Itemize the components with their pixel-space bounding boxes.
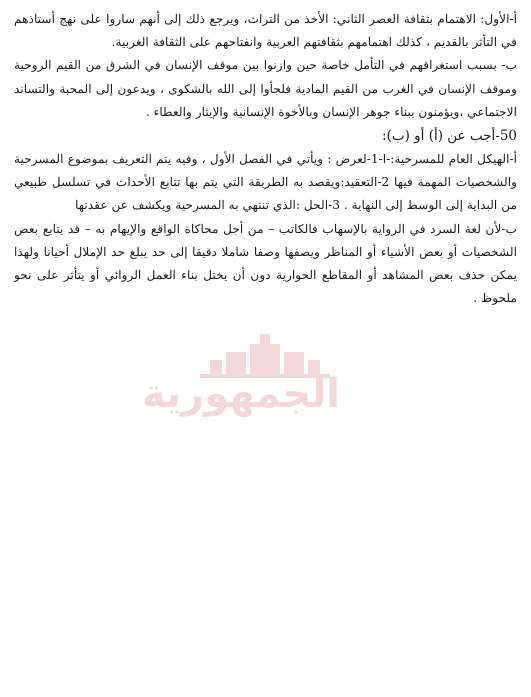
document-page [14,8,517,310]
answer-option-a: أ-الهيكل العام للمسرحية:-ا-1-لعرض : ويأتي في الفصل الأول ، وفيه يتم التعريف بموضوع المسرحية والشخصيات المهمة فيها 2-التعقيد:ويقصد به الطريقة التي يتم بها تتابع الأحداث في تسلسل طبيعي من البداية إلى الوسط إلى النهاية . 3-الحل :الذي تنتهي به المسرحية ويكشف عن عقدتها [14,152,517,213]
question-heading: 50-أجب عن (أ) أو (ب): [382,128,517,145]
answer-option-b: ب-لأن لغة السرد في الرواية بالإسهاب فالكاتب – من أجل محاكاة الواقع والإيهام به – قد يتابع بعض الشخصيات أو بعض الأشياء أو المناظر ويصفها وصفا شاملا دقيقا إلى حد يبلغ حد الإملال أحيانا ولهذا يمكن حذف بعض المشاهد أو المقاطع الحوارية دون أن يختل بناء العمل الروائي أو يتأثر على نحو ملحوظ . [14,221,517,306]
watermark-logo-text: الجمهورية [141,371,340,417]
building-icon [190,330,340,380]
answer-paragraph-2: ب- بسبب استغراقهم في التأمل خاصة حين وازنوا بين موقف الإنسان في الشرق من القيم الروحية وموقف الإنسان في الغرب من القيم المادية فلجأوا إلى الله بالشكوى ، ويدعون إلى المحبة والتساند الاجتماعي ،ويؤمنون ببناء جوهر الإنسان وبالأخوة الإنسانية والإيثار والعطاء . [14,58,517,119]
newspaper-logo-watermark [141,330,340,420]
answer-paragraph-1: أ-الأول: الاهتمام بثقافة العصر الثاني: الأخذ من التراث، ويرجع ذلك إلى أنهم ساروا على نهج أستاذهم في التأثر بالقديم ، كذلك اهتمامهم بثقافتهم العربية وانفتاحهم على الثقافة الغربية. [14,12,517,50]
